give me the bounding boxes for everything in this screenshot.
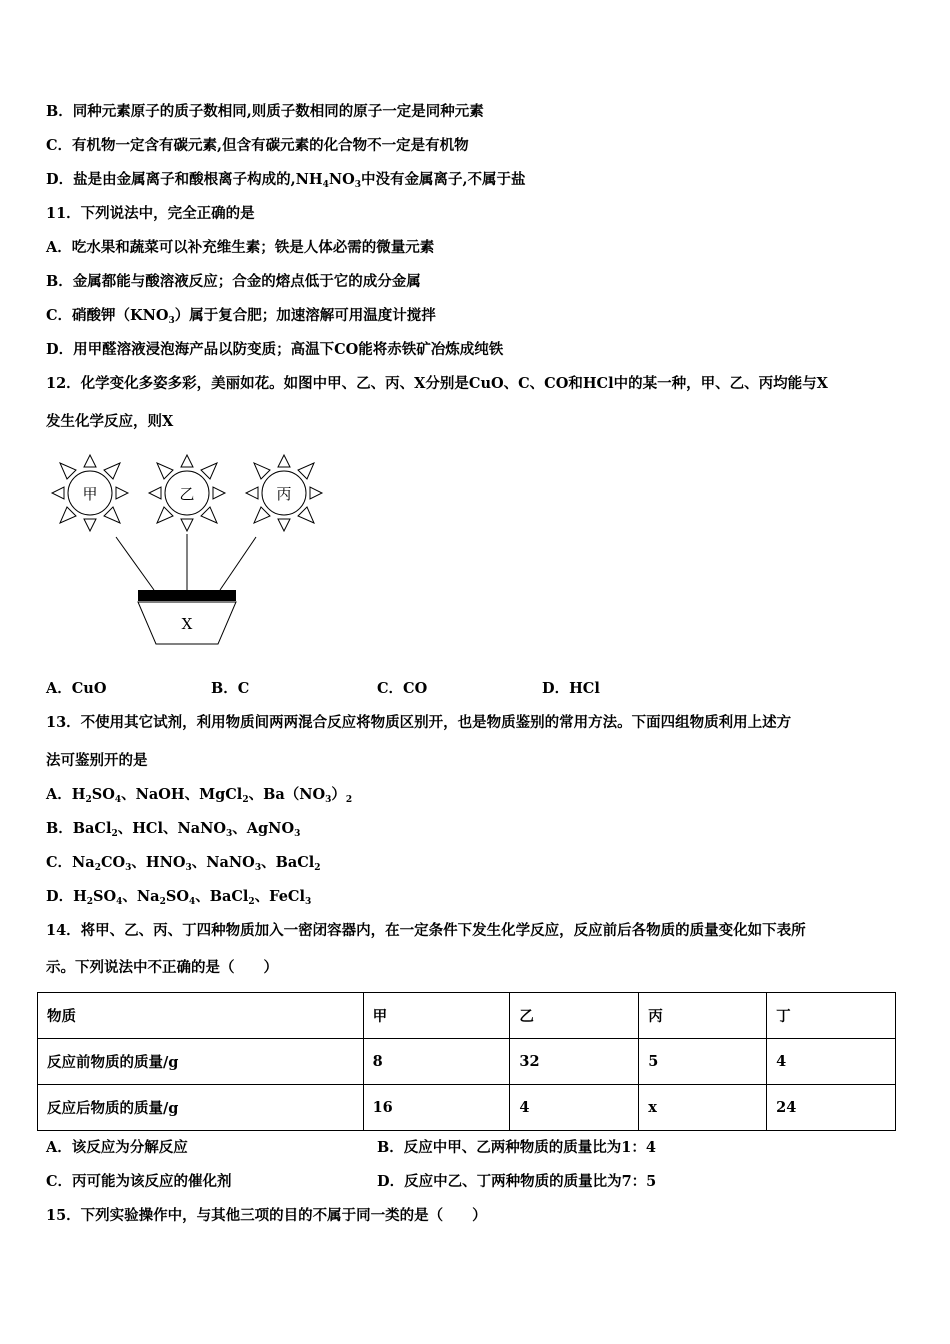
q10-option-b: B．同种元素原子的质子数相同,则质子数相同的原子一定是同种元素 [46,103,484,120]
table-cell: 32 [510,1039,639,1085]
pot-rim [138,590,236,601]
flower-pot-figure [42,446,342,656]
q10-option-c: C．有机物一定含有碳元素,但含有碳元素的化合物不一定是有机物 [46,137,469,154]
q14-stem-line1: 14．将甲、乙、丙、丁四种物质加入一密闭容器内，在一定条件下发生化学反应，反应前后各物质的质量变化如下表所 [46,922,806,939]
flower-yi-label: 乙 [179,485,195,503]
q13-option-d: D．$H_2SO_4$、$Na_2SO_4$、BaCl$_2$、FeCl$_3$ [46,888,312,907]
table-header-cell: 甲 [363,993,510,1039]
table-row [38,1085,896,1131]
q14-stem-line2: 示。下列说法中不正确的是（ ） [46,959,278,976]
q12-stem-line2: 发生化学反应，则X [46,413,174,430]
q11-stem: 11．下列说法中，完全正确的是 [46,205,255,222]
table-cell: 8 [363,1039,510,1085]
q12-option-a: A．CuO [46,680,107,697]
table-cell: 反应后物质的质量/g [38,1085,364,1131]
q11-option-c: C．硝酸钾$(KNO_3)$属于复合肥；加速溶解可用温度计搅拌 [46,307,436,326]
table-cell: 反应前物质的质量/g [38,1039,364,1085]
stem-3 [220,537,256,590]
q15-stem: 15．下列实验操作中，与其他三项的目的不属于同一类的是（ ） [46,1207,487,1224]
table-row [38,1039,896,1085]
q11-option-b: B．金属都能与酸溶液反应；合金的熔点低于它的成分金属 [46,273,421,290]
q11-option-d: D．用甲醛溶液浸泡海产品以防变质；高温下CO能将赤铁矿冶炼成纯铁 [46,341,504,358]
table-cell: 24 [767,1085,896,1131]
table-header-cell: 乙 [510,993,639,1039]
stem-1 [116,537,154,590]
flower-bing-label: 丙 [276,485,292,503]
q13-option-c: C．$Na_2CO_3$、$HNO_3$、NaNO$_3$、BaCl$_2$ [46,854,321,873]
q11-option-a: A．吃水果和蔬菜可以补充维生素；铁是人体必需的微量元素 [46,239,435,256]
flower-jia-label: 甲 [82,485,98,503]
table-cell: 4 [510,1085,639,1131]
q13-stem-line2: 法可鉴别开的是 [46,752,148,769]
mass-change-table [37,992,896,1131]
pot-label: X [181,615,193,633]
table-cell: 16 [363,1085,510,1131]
q14-option-a: A．该反应为分解反应 [46,1139,188,1156]
q12-option-d: D．HCl [542,680,600,697]
q12-option-c: C．CO [377,680,428,697]
q13-stem-line1: 13．不使用其它试剂，利用物质间两两混合反应将物质区别开，也是物质鉴别的常用方法。下面四组物质利用上述方 [46,714,792,731]
q12-option-b: B．C [211,680,250,697]
q13-option-b: B．BaCl$_2$、HCl、NaNO$_3$、AgNO$_3$ [46,820,301,839]
q13-option-a: A．$H_2SO_4$、NaOH、MgCl$_2$、$Ba(NO_3)_2$ [46,786,353,805]
table-header-cell: 物质 [38,993,364,1039]
table-cell: 4 [767,1039,896,1085]
table-header-cell: 丁 [767,993,896,1039]
table-header-cell: 丙 [639,993,767,1039]
q14-option-d: D．反应中乙、丁两种物质的质量比为7：5 [377,1173,657,1190]
q10-option-d: D．盐是由金属离子和酸根离子构成的$,NH_4NO_3$中没有金属离子,不属于盐 [46,171,526,190]
q12-stem-line1: 12．化学变化多姿多彩，美丽如花。如图中甲、乙、丙、X分别是CuO、C、CO和HCl中的某一种，甲、乙、丙均能与X [46,375,828,392]
table-cell: x [639,1085,767,1131]
table-header-row [38,993,896,1039]
q14-option-b: B．反应中甲、乙两种物质的质量比为1：4 [377,1139,656,1156]
table-cell: 5 [639,1039,767,1085]
q14-option-c: C．丙可能为该反应的催化剂 [46,1173,232,1190]
